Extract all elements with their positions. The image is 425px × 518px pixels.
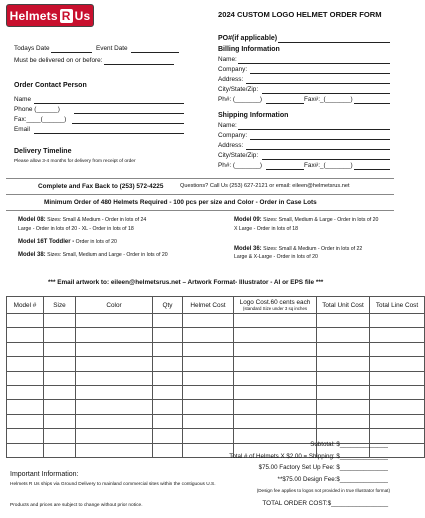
table-cell[interactable] bbox=[76, 314, 153, 328]
deliver-by-label: Must be delivered on or before: bbox=[14, 57, 103, 64]
table-cell[interactable] bbox=[76, 328, 153, 342]
contact-phone-field[interactable] bbox=[74, 113, 184, 114]
page-title: 2024 CUSTOM LOGO HELMET ORDER FORM bbox=[218, 10, 382, 19]
table-row bbox=[7, 371, 425, 385]
model-16t-desc: Order in lots of 20 bbox=[74, 239, 117, 245]
table-cell[interactable] bbox=[76, 414, 153, 428]
shipping-phone-label: Ph#: (_______) bbox=[218, 162, 263, 169]
table-cell[interactable] bbox=[317, 414, 370, 428]
table-cell[interactable] bbox=[370, 400, 425, 414]
contact-email-label: Email bbox=[14, 126, 30, 133]
col-header-total-line: Total Line Cost bbox=[370, 297, 425, 314]
table-cell[interactable] bbox=[44, 414, 76, 428]
order-contact-heading: Order Contact Person bbox=[14, 82, 87, 89]
important-heading: Important Information: bbox=[10, 471, 79, 478]
col-header-size: Size bbox=[44, 297, 76, 314]
table-cell[interactable] bbox=[317, 314, 370, 328]
order-table-body bbox=[7, 314, 425, 458]
logo-text-r: R bbox=[61, 8, 71, 23]
shipping-address-label: Address: bbox=[218, 142, 244, 149]
table-header-row bbox=[7, 297, 425, 314]
table-cell[interactable] bbox=[7, 385, 44, 399]
shipping-fax-field[interactable] bbox=[354, 169, 390, 170]
subtotal-line: Subtotal: $______________ bbox=[310, 441, 388, 448]
table-cell[interactable] bbox=[76, 357, 153, 371]
table-cell[interactable] bbox=[317, 328, 370, 342]
table-cell[interactable] bbox=[370, 371, 425, 385]
model-09-desc1: Sizes: Small, Medium & Large - Order in lots of 20 bbox=[261, 217, 379, 223]
fax-back-text: Complete and Fax Back to (253) 572-4225 bbox=[38, 183, 164, 190]
table-row bbox=[7, 314, 425, 328]
col-header-total-unit: Total Unit Cost bbox=[317, 297, 370, 314]
col-header-model: Model # bbox=[7, 297, 44, 314]
billing-name-label: Name: bbox=[218, 56, 237, 63]
table-cell[interactable] bbox=[76, 342, 153, 356]
model-36-line1 bbox=[234, 246, 362, 252]
table-cell[interactable] bbox=[76, 400, 153, 414]
billing-citystatezip-field[interactable] bbox=[262, 93, 390, 94]
table-cell[interactable] bbox=[183, 400, 234, 414]
deliver-by-field[interactable] bbox=[104, 64, 174, 65]
table-cell[interactable] bbox=[370, 357, 425, 371]
table-cell[interactable] bbox=[153, 314, 183, 328]
table-cell[interactable] bbox=[44, 371, 76, 385]
table-cell[interactable] bbox=[153, 385, 183, 399]
table-cell[interactable] bbox=[7, 429, 44, 443]
table-cell[interactable] bbox=[370, 342, 425, 356]
shipping-company-field[interactable] bbox=[250, 139, 390, 140]
design-fee-line: **$75.00 Design Fee:$______________ bbox=[277, 476, 388, 483]
table-cell[interactable] bbox=[44, 328, 76, 342]
billing-citystatezip-label: City/State/Zip: bbox=[218, 86, 259, 93]
model-16t-name: Model 16T Toddler - bbox=[18, 239, 75, 245]
col-header-helmet-cost: Helmet Cost bbox=[183, 297, 234, 314]
event-date-field[interactable] bbox=[131, 52, 179, 53]
billing-phone-field[interactable] bbox=[266, 103, 304, 104]
table-row bbox=[7, 357, 425, 371]
billing-address-label: Address: bbox=[218, 76, 244, 83]
table-row bbox=[7, 414, 425, 428]
table-cell[interactable] bbox=[183, 443, 234, 457]
table-row bbox=[7, 328, 425, 342]
table-cell[interactable] bbox=[44, 443, 76, 457]
table-cell[interactable] bbox=[153, 328, 183, 342]
po-label bbox=[218, 35, 277, 42]
model-36-name: Model 36: bbox=[234, 246, 262, 252]
model-08-line2: Large - Order in lots of 20 - XL - Order in lots of 18 bbox=[18, 226, 134, 232]
table-cell[interactable] bbox=[183, 385, 234, 399]
delivery-note: Please allow 3-4 months for delivery from receipt of order bbox=[14, 159, 136, 164]
model-16t-line bbox=[18, 239, 117, 245]
shipping-citystatezip-label: City/State/Zip: bbox=[218, 152, 259, 159]
billing-phone-label: Ph#: (_______) bbox=[218, 96, 263, 103]
table-cell[interactable] bbox=[153, 342, 183, 356]
table-cell[interactable] bbox=[44, 400, 76, 414]
shipping-fax-label: Fax#:_(_______) bbox=[304, 162, 353, 169]
table-cell[interactable] bbox=[370, 385, 425, 399]
billing-fax-label: Fax#:_(_______) bbox=[304, 96, 353, 103]
contact-fax-field[interactable] bbox=[72, 123, 184, 124]
table-cell[interactable] bbox=[317, 342, 370, 356]
shipping-name-field[interactable] bbox=[238, 129, 390, 130]
contact-name-label: Name bbox=[14, 96, 32, 103]
billing-company-field[interactable] bbox=[250, 73, 390, 74]
order-table bbox=[6, 296, 425, 458]
shipping-name-label: Name: bbox=[218, 122, 237, 129]
design-fee-note: (Design fee applies to logos not provided in true Illustrator format) bbox=[256, 488, 390, 493]
po-label-text: PO#(if applicable) bbox=[218, 35, 278, 42]
divider-models bbox=[6, 210, 394, 211]
table-cell[interactable] bbox=[317, 371, 370, 385]
model-08-desc1: Sizes: Small & Medium - Order in lots of 24 bbox=[45, 217, 147, 223]
table-cell[interactable] bbox=[317, 400, 370, 414]
table-cell[interactable] bbox=[234, 328, 317, 342]
table-cell[interactable] bbox=[153, 357, 183, 371]
todays-date-field[interactable] bbox=[51, 52, 92, 53]
billing-address-field[interactable] bbox=[246, 83, 390, 84]
col-header-color: Color bbox=[76, 297, 153, 314]
logo-cost-title: Logo Cost.60 cents each bbox=[239, 299, 311, 306]
table-cell[interactable] bbox=[153, 443, 183, 457]
model-38-desc: Sizes: Small, Medium and Large - Order in lots of 20 bbox=[45, 252, 168, 258]
table-cell[interactable] bbox=[44, 429, 76, 443]
table-cell[interactable] bbox=[153, 414, 183, 428]
table-cell[interactable] bbox=[370, 328, 425, 342]
table-cell[interactable] bbox=[153, 371, 183, 385]
table-cell[interactable] bbox=[7, 314, 44, 328]
model-38-line bbox=[18, 252, 168, 258]
table-cell[interactable] bbox=[234, 400, 317, 414]
shipping-phone-field[interactable] bbox=[266, 169, 304, 170]
total-order-cost-line: TOTAL ORDER COST:$________________ bbox=[262, 500, 388, 507]
helmets-r-us-logo bbox=[6, 4, 94, 27]
table-cell[interactable] bbox=[7, 414, 44, 428]
table-cell[interactable] bbox=[370, 414, 425, 428]
table-cell[interactable] bbox=[183, 357, 234, 371]
table-row bbox=[7, 342, 425, 356]
artwork-instructions: *** Email artwork to: eileen@helmetsrus.net – Artwork Format- Illustrator - AI or EPS file *** bbox=[48, 279, 324, 286]
price-change-note: Products and prices are subject to change without prior notice. bbox=[10, 503, 143, 508]
model-08-line1 bbox=[18, 217, 146, 223]
table-cell[interactable] bbox=[7, 357, 44, 371]
model-36-desc1: Sizes: Small & Medium - Order in lots of 22 bbox=[261, 246, 363, 252]
model-09-line1 bbox=[234, 217, 378, 223]
table-cell[interactable] bbox=[76, 385, 153, 399]
billing-company-label: Company: bbox=[218, 66, 248, 73]
table-cell[interactable] bbox=[7, 443, 44, 457]
table-cell[interactable] bbox=[44, 342, 76, 356]
contact-name-field[interactable] bbox=[34, 103, 184, 104]
logo-text-right: Us bbox=[74, 8, 91, 23]
contact-phone-label: Phone (______) bbox=[14, 106, 60, 113]
table-cell[interactable] bbox=[183, 314, 234, 328]
shipping-citystatezip-field[interactable] bbox=[262, 159, 390, 160]
table-cell[interactable] bbox=[7, 328, 44, 342]
table-cell[interactable] bbox=[234, 429, 317, 443]
model-36-line2: Large & X-Large - Order in lots of 20 bbox=[234, 254, 318, 260]
contact-email-field[interactable] bbox=[34, 133, 184, 134]
table-cell[interactable] bbox=[183, 328, 234, 342]
shipping-total-line: Total # of Helmets X $2.00 = Shipping: $______________ bbox=[229, 453, 388, 460]
table-cell[interactable] bbox=[76, 429, 153, 443]
logo-cost-note: (standard Size under 3 sq inches bbox=[242, 306, 308, 311]
col-header-logo-cost bbox=[234, 297, 317, 314]
model-09-name: Model 09: bbox=[234, 217, 262, 223]
table-cell[interactable] bbox=[234, 414, 317, 428]
table-cell[interactable] bbox=[234, 314, 317, 328]
table-cell[interactable] bbox=[7, 342, 44, 356]
table-cell[interactable] bbox=[44, 357, 76, 371]
billing-heading: Billing Information bbox=[218, 46, 280, 53]
logo-text-left: Helmets bbox=[9, 8, 58, 23]
table-cell[interactable] bbox=[183, 342, 234, 356]
table-cell[interactable] bbox=[44, 385, 76, 399]
divider-top bbox=[6, 178, 394, 179]
table-cell[interactable] bbox=[234, 371, 317, 385]
table-cell[interactable] bbox=[7, 371, 44, 385]
questions-text: Questions? Call Us (253) 627-2121 or email: eileen@helmetsrus.net bbox=[180, 183, 350, 189]
minimum-order-text: Minimum Order of 480 Helmets Required - 100 pcs per size and Color - Order in Case Lots bbox=[44, 199, 317, 206]
table-row bbox=[7, 385, 425, 399]
table-cell[interactable] bbox=[76, 443, 153, 457]
table-cell[interactable] bbox=[153, 429, 183, 443]
event-date-label: Event Date bbox=[96, 45, 128, 52]
table-cell[interactable] bbox=[183, 429, 234, 443]
table-cell[interactable] bbox=[183, 371, 234, 385]
table-cell[interactable] bbox=[234, 385, 317, 399]
billing-name-field[interactable] bbox=[238, 63, 390, 64]
table-row bbox=[7, 400, 425, 414]
table-cell[interactable] bbox=[317, 385, 370, 399]
table-cell[interactable] bbox=[183, 414, 234, 428]
table-cell[interactable] bbox=[234, 342, 317, 356]
model-08-name: Model 08: bbox=[18, 217, 46, 223]
setup-fee-line: $75.00 Factory Set Up Fee: $______________ bbox=[258, 464, 388, 471]
model-09-line2: X Large - Order in lots of 18 bbox=[234, 226, 299, 232]
table-cell[interactable] bbox=[317, 357, 370, 371]
table-cell[interactable] bbox=[7, 400, 44, 414]
shipping-heading: Shipping Information bbox=[218, 112, 289, 119]
shipping-address-field[interactable] bbox=[246, 149, 390, 150]
table-cell[interactable] bbox=[76, 371, 153, 385]
table-cell[interactable] bbox=[153, 400, 183, 414]
po-field[interactable] bbox=[278, 42, 390, 43]
model-38-name: Model 38: bbox=[18, 252, 46, 258]
todays-date-label: Todays Date bbox=[14, 45, 50, 52]
table-cell[interactable] bbox=[44, 314, 76, 328]
table-cell[interactable] bbox=[370, 314, 425, 328]
delivery-heading: Delivery Timeline bbox=[14, 148, 72, 155]
billing-fax-field[interactable] bbox=[354, 103, 390, 104]
divider-mid bbox=[6, 194, 394, 195]
shipping-company-label: Company: bbox=[218, 132, 248, 139]
ground-delivery-note: Helmets R Us ships via Ground Delivery to mainland commercial sites within the contiguous U.S. bbox=[10, 482, 216, 487]
table-cell[interactable] bbox=[234, 357, 317, 371]
contact-fax-label: Fax:____(______) bbox=[14, 116, 67, 123]
col-header-qty: Qty bbox=[153, 297, 183, 314]
